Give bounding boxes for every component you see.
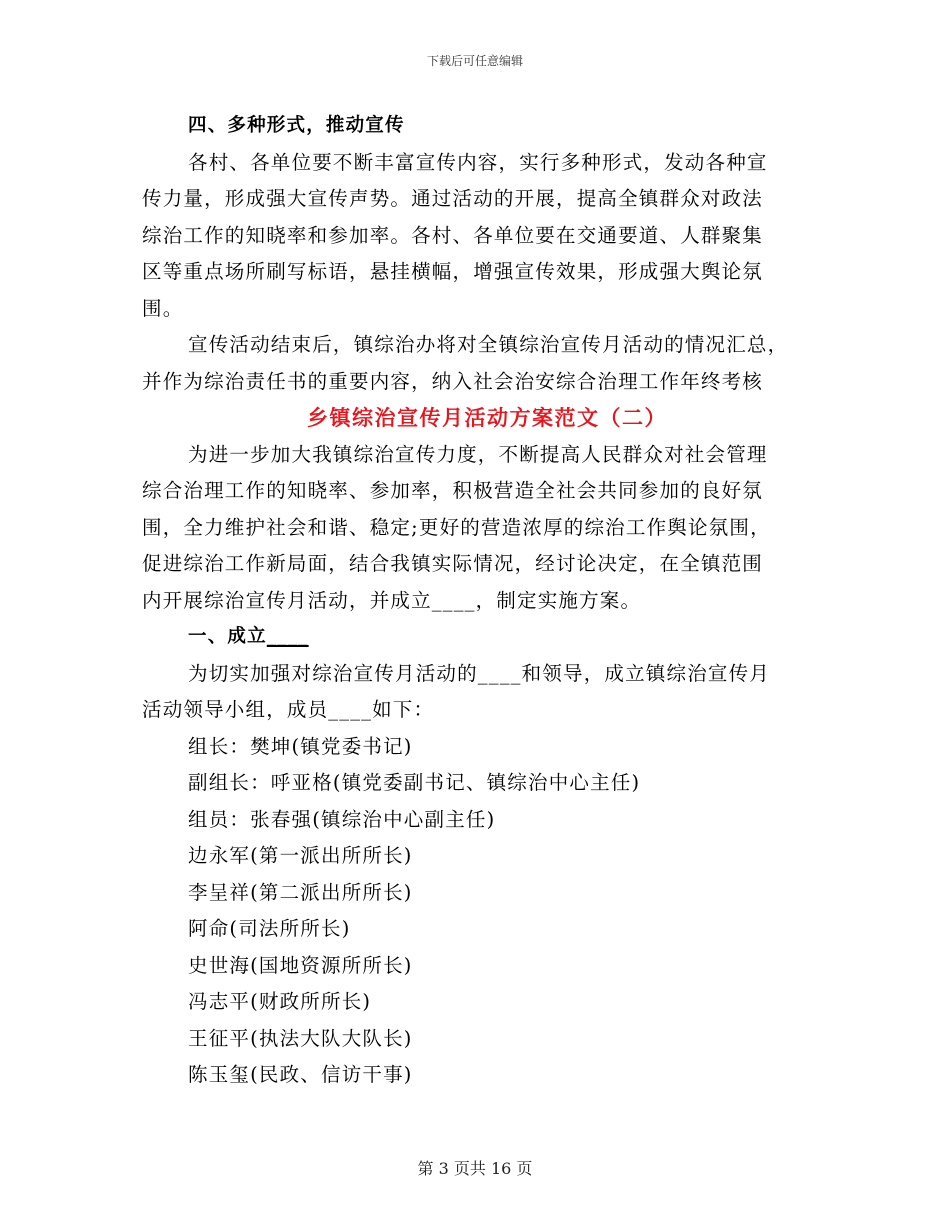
- member-line: 陈玉玺(民政、信访干事): [188, 1063, 413, 1086]
- section-heading: [142, 619, 822, 656]
- paragraph-line: 围。: [142, 296, 184, 320]
- member-line: 组长：樊坤(镇党委书记): [188, 734, 413, 758]
- member-line: 边永军(第一派出所所长): [188, 844, 413, 867]
- page-header: 下载后可任意编辑: [426, 54, 523, 68]
- member-line: 王征平(执法大队大队长): [188, 1026, 413, 1050]
- paragraph-line: 为切实加强对综治宣传月活动的____和领导，成立镇综治宣传月: [188, 661, 771, 685]
- document-body: [142, 108, 822, 1094]
- paragraph-line: 各村、各单位要不断丰富宣传内容，实行多种形式，发动各种宣: [188, 150, 768, 174]
- paragraph-line: 围，全力维护社会和谐、稳定;更好的营造浓厚的综治工作舆论氛围，: [142, 515, 771, 539]
- member-line: 组员：张春强(镇综治中心副主任): [188, 807, 496, 831]
- member-line: 李呈祥(第二派出所所长): [188, 880, 413, 904]
- document-title: 乡镇综治宣传月活动方案范文（二）: [307, 406, 667, 430]
- paragraph-line: 综治工作的知晓率和参加率。各村、各单位要在交通要道、人群聚集: [142, 223, 764, 247]
- member-line: 副组长：呼亚格(镇党委副书记、镇综治中心主任): [188, 771, 641, 794]
- member-line: 史世海(国地资源所所长): [188, 953, 413, 977]
- paragraph-line: 为进一步加大我镇综治宣传力度，不断提高人民群众对社会管理: [188, 442, 768, 466]
- section-heading-blank: ____: [266, 626, 309, 647]
- paragraph-line: 内开展综治宣传月活动，并成立____，制定实施方案。: [142, 588, 642, 612]
- paragraph-line: 活动领导小组，成员____如下：: [142, 698, 435, 721]
- page-footer: 第 3 页共 16 页: [417, 1159, 533, 1178]
- member-line: 阿命(司法所所长): [188, 917, 351, 940]
- paragraph-line: 综合治理工作的知晓率、参加率，积极营造全社会共同参加的良好氛: [142, 479, 764, 502]
- paragraph-line: 并作为综治责任书的重要内容，纳入社会治安综合治理工作年终考核: [142, 369, 764, 393]
- paragraph-line: 区等重点场所刷写标语，悬挂横幅，增强宣传效果，形成强大舆论氛: [142, 260, 764, 283]
- member-line: 冯志平(财政所所长): [188, 990, 372, 1013]
- paragraph-line: 传力量，形成强大宣传声势。通过活动的开展，提高全镇群众对政法: [142, 187, 764, 210]
- section-heading: 四、多种形式，推动宣传: [188, 115, 405, 136]
- paragraph-line: 宣传活动结束后，镇综治办将对全镇综治宣传月活动的情况汇总，: [188, 333, 789, 356]
- section-heading-text: 一、成立: [188, 626, 267, 647]
- paragraph-line: 促进综治工作新局面，结合我镇实际情况，经讨论决定，在全镇范围: [142, 552, 764, 575]
